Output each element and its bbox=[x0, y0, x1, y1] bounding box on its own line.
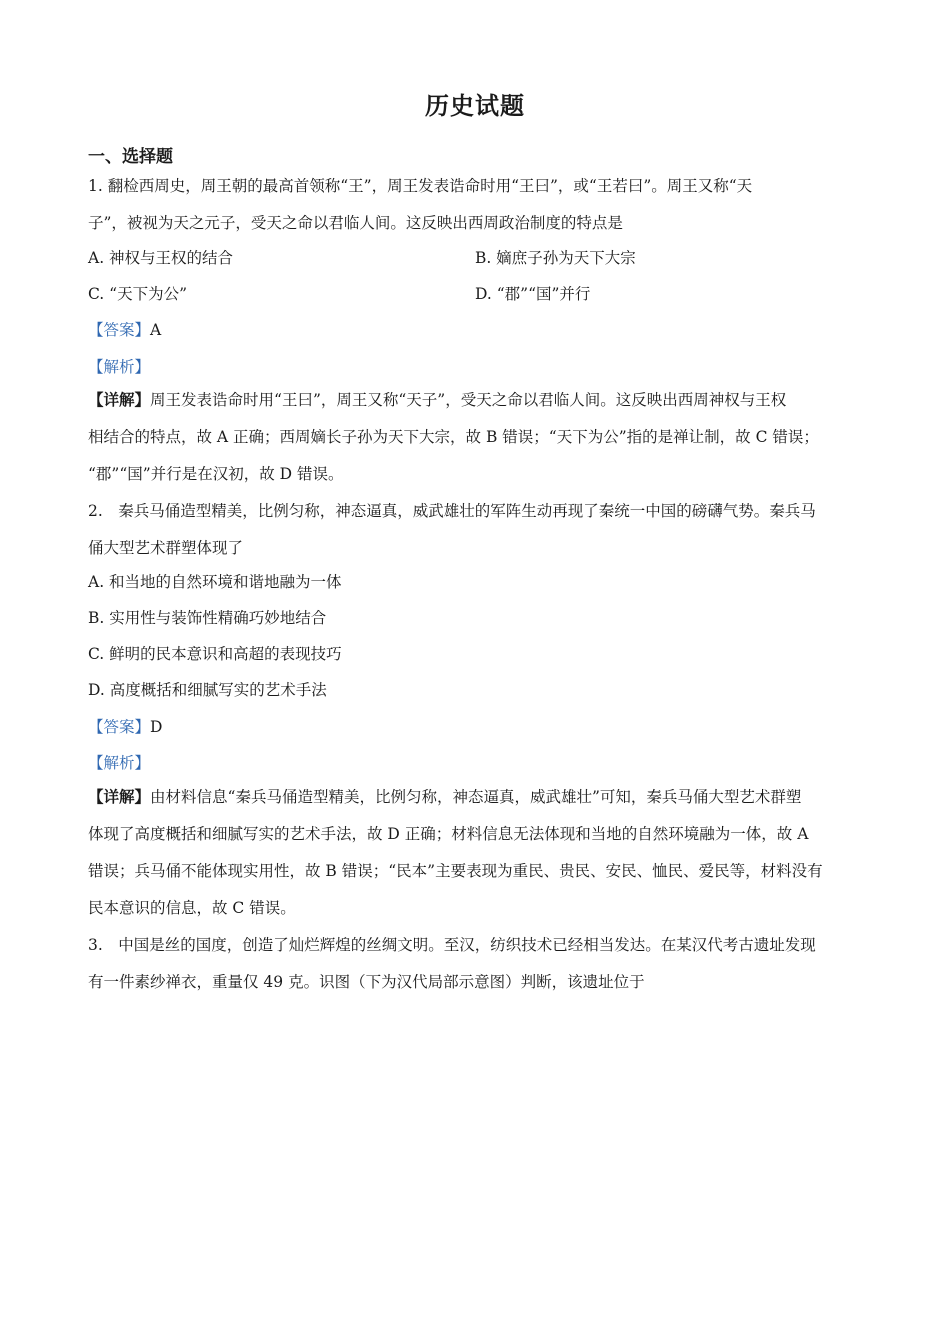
q2-detail-line1 bbox=[88, 785, 878, 809]
q1-stem-line1: 1. 翻检西周史，周王朝的最高首领称“王”，周王发表诰命时用“王曰”，或“王若曰”。周王又称“天 bbox=[88, 177, 753, 195]
q1-option-d: D. “郡”“国”并行 bbox=[475, 285, 591, 303]
q3-stem-line1: 3. 中国是丝的国度，创造了灿烂辉煌的丝绸文明。至汉，纺织技术已经相当发达。在某汉代考古遗址发现 bbox=[88, 936, 816, 954]
q2-stem-line1: 2. 秦兵马俑造型精美，比例匀称，神态逼真，威武雄壮的军阵生动再现了秦统一中国的磅礴气势。秦兵马 bbox=[88, 502, 816, 520]
q1-option-a: A. 神权与王权的结合 bbox=[88, 249, 234, 267]
q3-stem-line2: 有一件素纱禅衣，重量仅 49 克。识图（下为汉代局部示意图）判断，该遗址位于 bbox=[88, 973, 645, 991]
section-heading: 一、选择题 bbox=[88, 147, 173, 167]
q1-answer bbox=[88, 318, 878, 342]
q2-option-a: A. 和当地的自然环境和谐地融为一体 bbox=[88, 573, 342, 591]
q1-stem-line2: 子”，被视为天之元子，受天之命以君临人间。这反映出西周政治制度的特点是 bbox=[88, 214, 623, 232]
q2-stem-line2: 俑大型艺术群塑体现了 bbox=[88, 539, 244, 557]
q1-detail-text1: 周王发表诰命时用“王曰”，周王又称“天子”，受天之命以君临人间。这反映出西周神权与王权 bbox=[150, 391, 787, 409]
q1-detail-line2: 相结合的特点，故 A 正确；西周嫡长子孙为天下大宗，故 B 错误；“天下为公”指的是禅让制，故 C 错误； bbox=[88, 428, 819, 446]
q2-analysis-tag: 【解析】 bbox=[88, 754, 151, 772]
q2-detail-tag: 【详解】 bbox=[88, 787, 151, 806]
q2-answer-tag: 【答案】 bbox=[88, 718, 151, 736]
q2-answer-value: D bbox=[150, 718, 163, 736]
q2-detail-line4: 民本意识的信息，故 C 错误。 bbox=[88, 899, 296, 917]
q2-option-d: D. 高度概括和细腻写实的艺术手法 bbox=[88, 681, 327, 699]
q1-option-c: C. “天下为公” bbox=[88, 285, 188, 303]
q1-detail-line1 bbox=[88, 388, 878, 412]
q1-detail-line3: “郡”“国”并行是在汉初，故 D 错误。 bbox=[88, 465, 344, 483]
q2-detail-text1: 由材料信息“秦兵马俑造型精美，比例匀称，神态逼真，威武雄壮”可知，秦兵马俑大型艺术群塑 bbox=[150, 788, 802, 806]
q1-detail-tag: 【详解】 bbox=[88, 390, 151, 409]
q1-option-b: B. 嫡庶子孙为天下大宗 bbox=[475, 249, 636, 267]
q2-detail-line3: 错误；兵马俑不能体现实用性，故 B 错误；“民本”主要表现为重民、贵民、安民、恤民、爱民等，材料没有 bbox=[88, 862, 823, 880]
q1-analysis-tag: 【解析】 bbox=[88, 358, 151, 376]
q2-detail-line2: 体现了高度概括和细腻写实的艺术手法，故 D 正确；材料信息无法体现和当地的自然环境融为一体，故 A bbox=[88, 825, 809, 843]
page-title: 历史试题 bbox=[425, 91, 525, 120]
q2-answer bbox=[88, 715, 878, 739]
q2-option-b: B. 实用性与装饰性精确巧妙地结合 bbox=[88, 609, 327, 627]
q1-answer-value: A bbox=[150, 321, 162, 339]
q1-answer-tag: 【答案】 bbox=[88, 321, 151, 339]
q2-option-c: C. 鲜明的民本意识和高超的表现技巧 bbox=[88, 645, 342, 663]
